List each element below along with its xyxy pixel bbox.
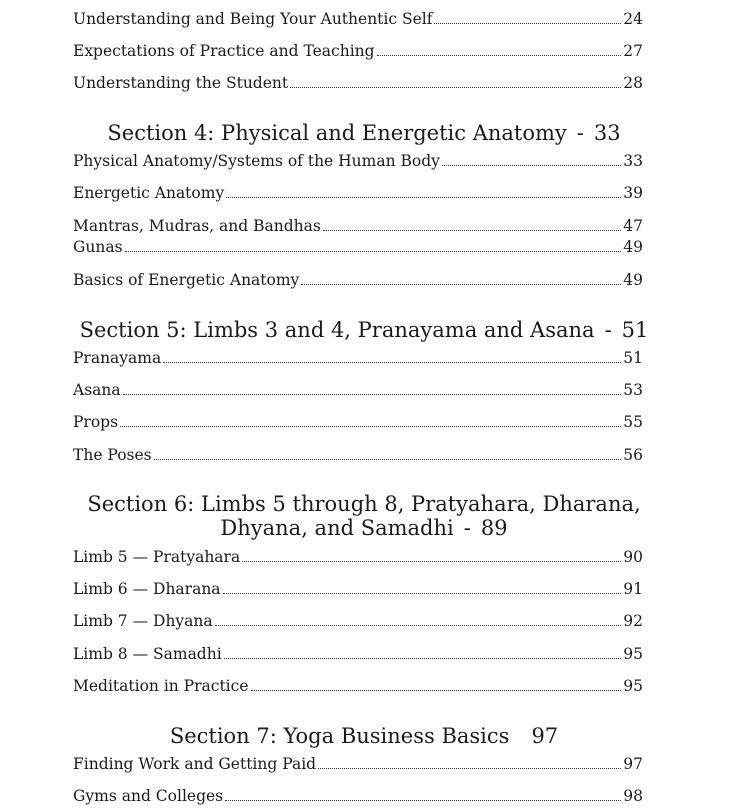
- toc-entry-page: 53: [623, 381, 643, 399]
- toc-entry-page: 95: [623, 645, 643, 663]
- toc-entry-title: Understanding and Being Your Authentic Self: [73, 10, 433, 28]
- toc-entry-page: 49: [623, 238, 643, 256]
- section-title: Dhyana, and Samadhi: [220, 516, 454, 540]
- toc-entry-title: Limb 6 — Dharana: [73, 580, 221, 598]
- toc-entry-page: 55: [623, 413, 643, 431]
- dot-leader: [225, 799, 621, 801]
- toc-entry: [73, 270, 643, 290]
- toc-entry-title: Gunas: [73, 238, 123, 256]
- dot-leader: [125, 250, 622, 252]
- toc-entry-page: 97: [623, 755, 643, 773]
- toc-entry-title: The Poses: [73, 446, 152, 464]
- toc-entry-title: Gyms and Colleges: [73, 787, 224, 805]
- section-title: Section 7: Yoga Business Basics: [169, 724, 510, 748]
- toc-entry-page: 27: [623, 42, 643, 60]
- toc-entry-page: 28: [623, 74, 643, 92]
- dot-leader: [226, 196, 621, 198]
- dot-leader: [154, 458, 622, 460]
- toc-entry-title: Limb 7 — Dhyana: [73, 612, 213, 630]
- toc-entry: [73, 151, 643, 171]
- toc-entry: [73, 183, 643, 203]
- section-separator: -: [604, 318, 612, 342]
- dot-leader: [377, 54, 622, 56]
- section-4-heading: [73, 121, 655, 145]
- toc-entry-title: Finding Work and Getting Paid: [73, 755, 317, 773]
- toc-entry: [73, 216, 643, 236]
- toc-entry: [73, 445, 643, 465]
- toc-entry: [73, 9, 643, 29]
- section-page: 97: [531, 724, 559, 748]
- toc-entry-page: 24: [623, 10, 643, 28]
- toc-entry: [73, 237, 643, 257]
- toc-entry-page: 47: [623, 217, 643, 235]
- toc-entry: [73, 41, 643, 61]
- dot-leader: [442, 164, 621, 166]
- toc-entry-title: Limb 8 — Samadhi: [73, 645, 222, 663]
- section-title: Section 5: Limbs 3 and 4, Pranayama and Asana: [79, 318, 595, 342]
- toc-entry-page: 33: [623, 152, 643, 170]
- dot-leader: [120, 425, 621, 427]
- dot-leader: [223, 592, 622, 594]
- section-title: Section 4: Physical and Energetic Anatomy: [107, 121, 567, 145]
- section-7-heading: [73, 724, 655, 748]
- section-5-heading: [73, 318, 655, 342]
- dot-leader: [290, 86, 621, 88]
- toc-entry: [73, 73, 643, 93]
- toc-entry-title: Props: [73, 413, 119, 431]
- toc-entry: [73, 412, 643, 432]
- section-separator: -: [576, 121, 584, 145]
- toc-entry-page: 95: [623, 677, 643, 695]
- toc-entry-title: Physical Anatomy/Systems of the Human Body: [73, 152, 440, 170]
- toc-entry-page: 92: [623, 612, 643, 630]
- toc-entry: [73, 786, 643, 806]
- toc-entry-page: 39: [623, 184, 643, 202]
- dot-leader: [123, 393, 622, 395]
- toc-entry: [73, 547, 643, 567]
- section-page: 51: [621, 318, 649, 342]
- toc-entry: [73, 348, 643, 368]
- toc-entry: [73, 676, 643, 696]
- section-page: 33: [593, 121, 621, 145]
- toc-entry: [73, 579, 643, 599]
- section-6-heading: [73, 492, 655, 540]
- toc-entry-title: Understanding the Student: [73, 74, 289, 92]
- toc-entry-title: Basics of Energetic Anatomy: [73, 271, 300, 289]
- toc-entry-page: 51: [623, 349, 643, 367]
- toc-entry-title: Asana: [73, 381, 121, 399]
- toc-entry-page: 49: [623, 271, 643, 289]
- toc-entry: [73, 611, 643, 631]
- dot-leader: [318, 767, 621, 769]
- toc-entry-page: 90: [623, 548, 643, 566]
- section-separator: -: [463, 516, 471, 540]
- dot-leader: [301, 283, 621, 285]
- section-title-line-2: [73, 516, 655, 540]
- toc-entry-page: 91: [623, 580, 643, 598]
- toc-entry: [73, 754, 643, 774]
- dot-leader: [215, 624, 622, 626]
- section-title-line-1: Section 6: Limbs 5 through 8, Pratyahara, Dharana,: [87, 492, 641, 516]
- toc-entry-title: Meditation in Practice: [73, 677, 249, 695]
- toc-entry-title: Expectations of Practice and Teaching: [73, 42, 375, 60]
- toc-entry: [73, 380, 643, 400]
- dot-leader: [242, 560, 621, 562]
- toc-entry: [73, 644, 643, 664]
- toc-entry-title: Pranayama: [73, 349, 162, 367]
- toc-entry-page: 98: [623, 787, 643, 805]
- toc-entry-title: Mantras, Mudras, and Bandhas: [73, 217, 321, 235]
- dot-leader: [163, 361, 621, 363]
- dot-leader: [434, 22, 621, 24]
- toc-entry-page: 56: [623, 446, 643, 464]
- toc-entry-title: Energetic Anatomy: [73, 184, 225, 202]
- dot-leader: [251, 689, 622, 691]
- dot-leader: [224, 657, 622, 659]
- dot-leader: [323, 229, 621, 231]
- section-page: 89: [480, 516, 508, 540]
- toc-entry-title: Limb 5 — Pratyahara: [73, 548, 241, 566]
